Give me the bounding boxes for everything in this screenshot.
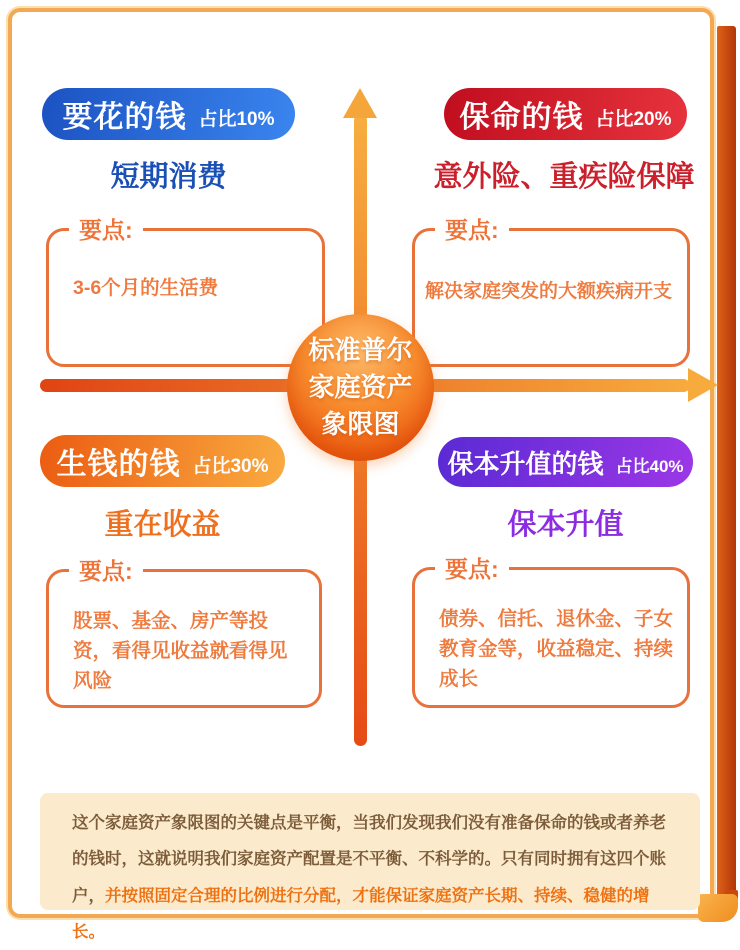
points-label: 要点: — [69, 554, 143, 588]
quadrant-subtitle-protection: 意外险、重疾险保障 — [433, 161, 695, 193]
points-box-spending — [46, 217, 325, 367]
points-label: 要点: — [435, 552, 509, 586]
points-text: 股票、基金、房产等投资，看得见收益就看得见风险 — [73, 610, 288, 693]
points-label: 要点: — [69, 213, 143, 247]
quadrant-pill-protection — [444, 88, 687, 140]
quadrant-pill-spending — [42, 88, 295, 140]
quadrant-title: 保本升值的钱 — [447, 448, 604, 479]
quadrant-ratio: 占比40% — [615, 456, 684, 476]
quadrant-title: 生钱的钱 — [56, 448, 181, 481]
footer-text: 这个家庭资产象限图的关键点是平衡，当我们发现我们没有准备保命的钱或者养老的钱时，这就说明我们家庭资产配置是不平衡、不科学的。只有同时拥有这四个账户， — [72, 814, 666, 905]
footer-paragraph — [72, 805, 682, 950]
footer-note — [40, 793, 700, 941]
quadrant-subtitle-spending: 短期消费 — [110, 161, 227, 193]
points-text: 债券、信托、退休金、子女教育金等，收益稳定、持续成长 — [439, 608, 674, 691]
quadrant-ratio: 占比20% — [595, 108, 672, 130]
center-badge-line3: 象限图 — [321, 409, 400, 439]
quadrant-subtitle-growth: 重在收益 — [104, 509, 221, 541]
footer-highlight-text: 并按照固定合理的比例进行分配，才能保证家庭资产长期、持续、稳健的增长。 — [72, 886, 650, 941]
page-corner-curl — [698, 894, 738, 922]
quadrant-ratio: 占比30% — [192, 455, 269, 477]
page-edge-bar — [717, 26, 736, 906]
points-label: 要点: — [435, 213, 509, 247]
center-badge-line2: 家庭资产 — [308, 372, 413, 402]
up-arrow-icon — [343, 88, 377, 118]
quadrant-pill-preservation — [438, 437, 693, 487]
center-badge — [287, 314, 434, 461]
points-text: 3-6个月的生活费 — [73, 277, 219, 299]
center-badge-line1: 标准普尔 — [308, 335, 413, 365]
points-box-growth — [46, 558, 322, 708]
quadrant-pill-growth — [40, 435, 285, 487]
right-arrow-icon — [688, 368, 718, 402]
quadrant-title: 要花的钱 — [62, 101, 187, 134]
points-box-preservation — [412, 556, 690, 708]
quadrant-ratio: 占比10% — [198, 108, 275, 130]
points-box-protection — [412, 217, 690, 367]
quadrant-title: 保命的钱 — [459, 101, 584, 134]
points-text: 解决家庭突发的大额疾病开支 — [425, 281, 673, 302]
quadrant-subtitle-preservation: 保本升值 — [507, 509, 624, 541]
